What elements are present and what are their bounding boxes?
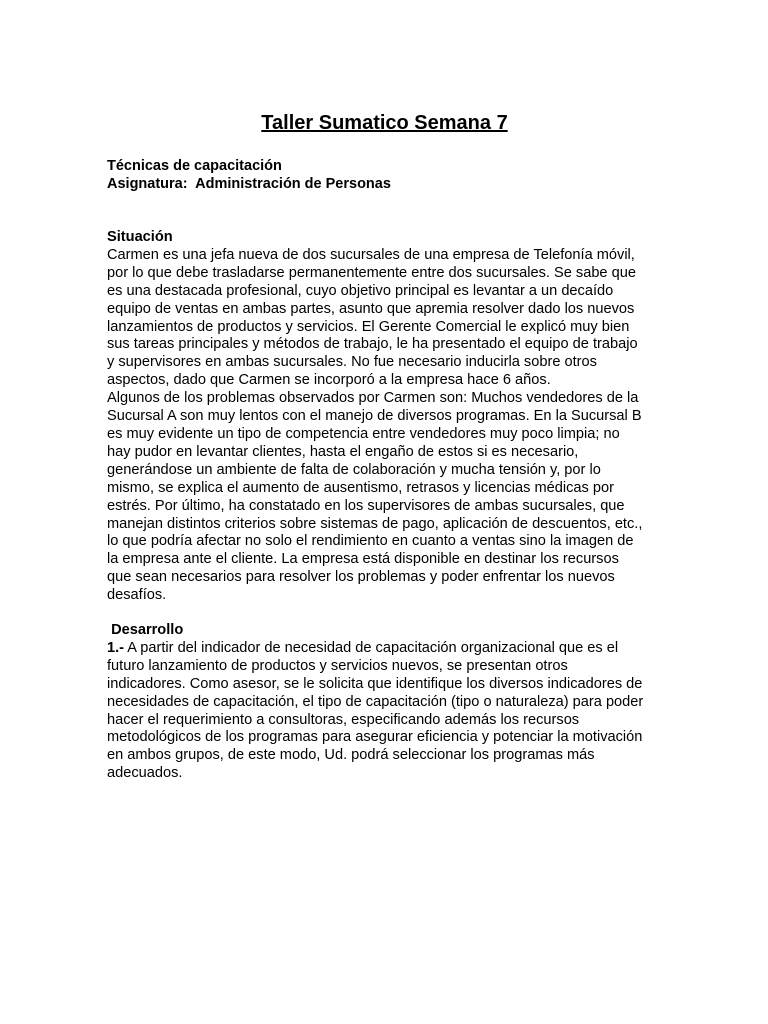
desarrollo-line: necesidades de capacitación, el tipo de capacitación (tipo o naturaleza) para poder (107, 693, 644, 710)
document-meta (107, 157, 662, 193)
situacion-line: la empresa ante el cliente. La empresa está disponible en destinar los recursos (107, 551, 619, 568)
situacion-line: Algunos de los problemas observados por Carmen son: Muchos vendedores de la (107, 390, 639, 407)
situacion-line: y supervisores en ambas sucursales. No fue necesario inducirla sobre otros (107, 354, 597, 371)
desarrollo-section (107, 622, 667, 783)
situacion-line: manejan distintos criterios sobre sistemas de pago, aplicación de descuentos, etc., (107, 515, 643, 532)
desarrollo-body (107, 640, 667, 783)
situacion-section (107, 229, 667, 605)
desarrollo-line: en ambos grupos, de este modo, Ud. podrá seleccionar los programas más (107, 747, 595, 764)
situacion-line: es muy evidente un tipo de competencia entre vendedores muy poco limpia; no (107, 425, 620, 442)
desarrollo-heading-text: Desarrollo (111, 622, 184, 638)
situacion-line: mismo, se explica el aumento de ausentismo, retrasos y licencias médicas por (107, 479, 614, 496)
situacion-line: generándose un ambiente de falta de colaboración y mucha tensión y, por lo (107, 461, 601, 478)
situacion-line: equipo de ventas en ambas partes, asunto que apremia resolver dado los nuevos (107, 300, 635, 317)
situacion-line: Carmen es una jefa nueva de dos sucursales de una empresa de Telefonía móvil, (107, 246, 635, 263)
desarrollo-line: adecuados. (107, 765, 183, 782)
situacion-line: aspectos, dado que Carmen se incorporó a la empresa hace 6 años. (107, 372, 551, 389)
situacion-heading: Situación (107, 229, 173, 245)
situacion-line: lanzamientos de productos y servicios. El Gerente Comercial le explicó muy bien (107, 318, 630, 335)
desarrollo-first-line-text: A partir del indicador de necesidad de capacitación organizacional que es el (124, 639, 619, 656)
situacion-line: es una destacada profesional, cuyo objetivo principal es levantar a un decaído (107, 282, 614, 299)
subject-value: Administración de Personas (195, 176, 391, 192)
document-title: Taller Sumatico Semana 7 (261, 112, 508, 134)
subject-label: Asignatura: (107, 176, 188, 192)
desarrollo-line: metodológicos de los programas para asegurar eficiencia y potenciar la motivación (107, 729, 643, 746)
situacion-body (107, 247, 667, 605)
desarrollo-line: hacer el requerimiento a consultoras, especificando además los recursos (107, 711, 580, 728)
desarrollo-first-line (107, 640, 667, 658)
desarrollo-heading (107, 622, 667, 640)
desarrollo-line: indicadores. Como asesor, se le solicita que identifique los diversos indicadores de (107, 675, 643, 692)
desarrollo-line: futuro lanzamiento de productos y servicios nuevos, se presentan otros (107, 657, 568, 674)
situacion-line: hay pudor en levantar clientes, hasta el engaño de estos si es necesario, (107, 443, 579, 460)
course-topic: Técnicas de capacitación (107, 158, 282, 174)
situacion-line: desafíos. (107, 587, 167, 604)
situacion-line: lo que podría afectar no solo el rendimiento en cuanto a ventas sino la imagen de (107, 533, 634, 550)
subject-line (107, 175, 662, 193)
situacion-line: Sucursal A son muy lentos con el manejo de diversos programas. En la Sucursal B (107, 408, 642, 425)
situacion-line: sus tareas principales y métodos de trabajo, le ha presentado el equipo de trabajo (107, 336, 638, 353)
item-number: 1.- (107, 639, 125, 656)
situacion-line: por lo que debe trasladarse permanentemente entre dos sucursales. Se sabe que (107, 264, 636, 281)
situacion-line: estrés. Por último, ha constatado en los supervisores de ambas sucursales, que (107, 497, 625, 514)
situacion-line: que sean necesarios para resolver los problemas y poder enfrentar los nuevos (107, 569, 615, 586)
